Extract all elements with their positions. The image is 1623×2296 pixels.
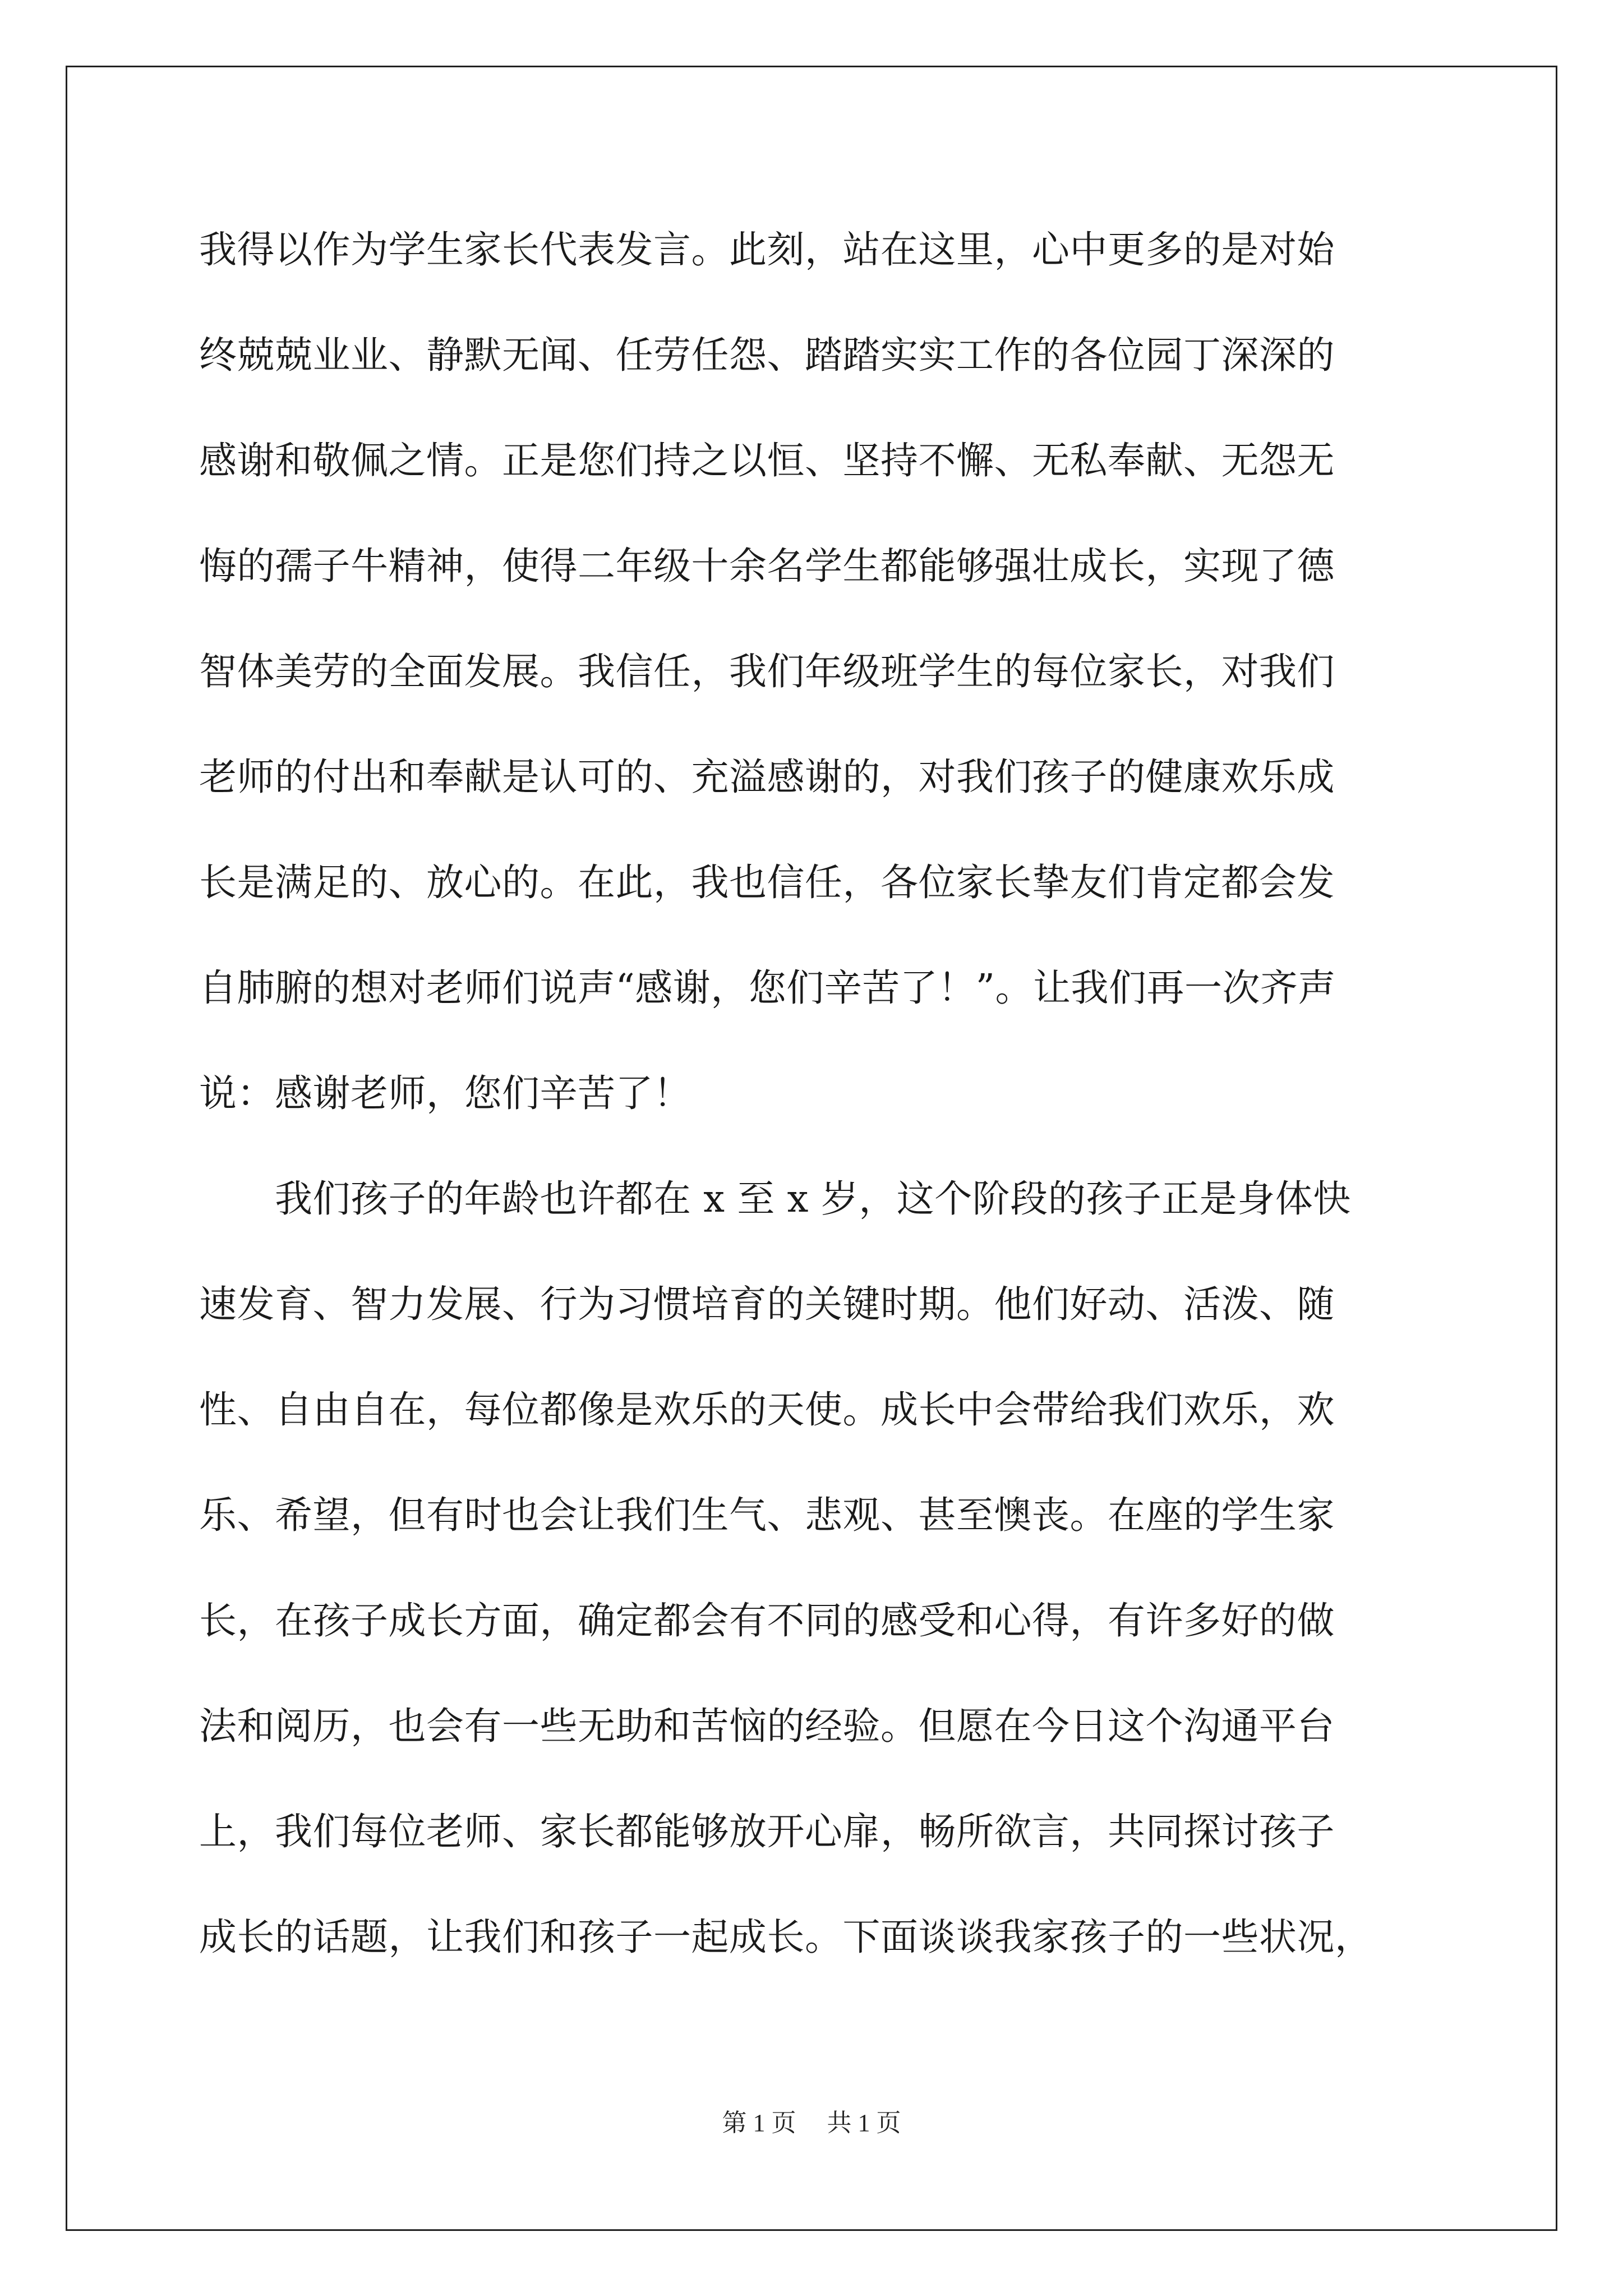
text-line: 我得以作为学生家长代表发言。此刻，站在这里，心中更多的是对始 <box>199 228 1335 272</box>
text-line: 乐、希望，但有时也会让我们生气、悲观、甚至懊丧。在座的学生家 <box>199 1493 1335 1537</box>
text-line: 法和阅历，也会有一些无助和苦恼的经验。但愿在今日这个沟通平台 <box>199 1704 1335 1748</box>
page-number-total: 共 1 页 <box>827 2109 901 2137</box>
text-line: 我们孩子的年龄也许都在 x 至 x 岁，这个阶段的孩子正是身体快 <box>199 1177 1351 1221</box>
text-line: 悔的孺子牛精神，使得二年级十余名学生都能够强壮成长，实现了德 <box>199 544 1335 588</box>
text-line: 速发育、智力发展、行为习惯培育的关键时期。他们好动、活泼、随 <box>199 1282 1335 1326</box>
page-footer <box>0 2106 1623 2140</box>
text-line: 长，在孩子成长方面，确定都会有不同的感受和心得，有许多好的做 <box>199 1599 1335 1642</box>
text-line: 性、自由自在，每位都像是欢乐的天使。成长中会带给我们欢乐，欢 <box>199 1388 1335 1432</box>
text-line: 感谢和敬佩之情。正是您们持之以恒、坚持不懈、无私奉献、无怨无 <box>199 439 1335 482</box>
text-line: 上，我们每位老师、家长都能够放开心扉，畅所欲言，共同探讨孩子 <box>199 1810 1335 1853</box>
page-number-current: 第 1 页 <box>722 2109 796 2137</box>
text-line: 老师的付出和奉献是认可的、充溢感谢的，对我们孩子的健康欢乐成 <box>199 755 1335 799</box>
text-line: 长是满足的、放心的。在此，我也信任，各位家长挚友们肯定都会发 <box>199 861 1335 904</box>
text-line: 成长的话题，让我们和孩子一起成长。下面谈谈我家孩子的一些状况， <box>199 1915 1373 1959</box>
text-line: 终兢兢业业、静默无闻、任劳任怨、踏踏实实工作的各位园丁深深的 <box>199 333 1335 377</box>
text-line: 智体美劳的全面发展。我信任，我们年级班学生的每位家长，对我们 <box>199 650 1335 693</box>
text-line: 说：感谢老师，您们辛苦了！ <box>199 1071 691 1115</box>
text-line: 自肺腑的想对老师们说声“感谢，您们辛苦了！”。让我们再一次齐声 <box>199 966 1336 1010</box>
